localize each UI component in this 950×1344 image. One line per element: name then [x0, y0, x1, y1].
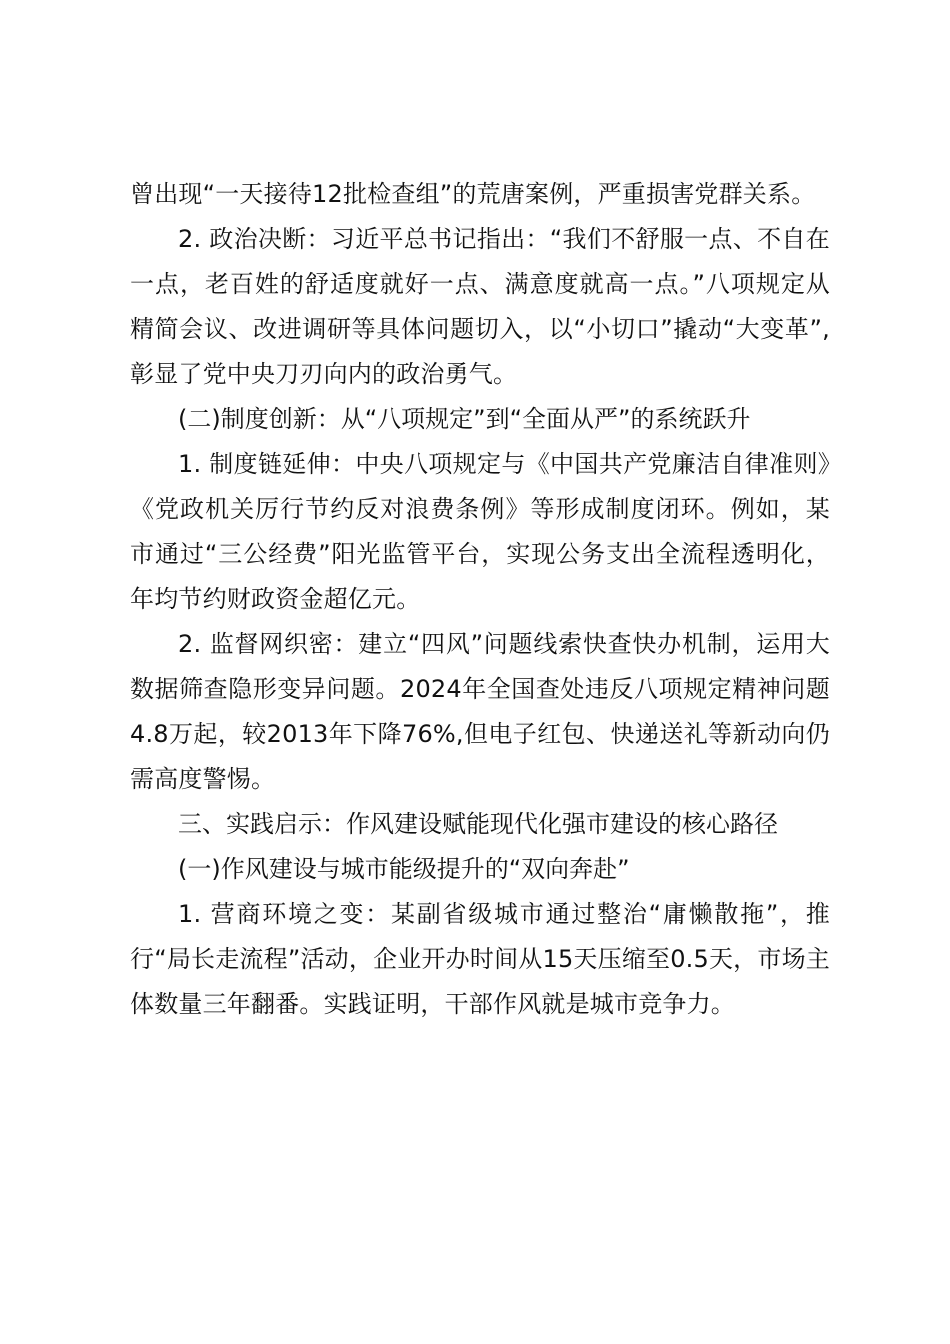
section-heading-practical-insights: 三、实践启示：作风建设赋能现代化强市建设的核心路径: [178, 810, 778, 838]
paragraph-supervision-network: 2. 监督网织密：建立“四风”问题线索快查快办机制，运用大数据筛查隐形变异问题。2024年全国查处违反八项规定精神问题4.8万起，较2013年下降76%,但电子红包、快递送礼等新动向仍需高度警惕。: [130, 630, 830, 793]
paragraph-business-environment: 1. 营商环境之变：某副省级城市通过整治“庸懒散拖”，推行“局长走流程”活动，企业开办时间从15天压缩至0.5天，市场主体数量三年翻番。实践证明，干部作风就是城市竞争力。: [130, 900, 830, 1018]
paragraph-continuation: 曾出现“一天接待12批检查组”的荒唐案例，严重损害党群关系。: [130, 180, 816, 208]
subsection-heading-two-way: (一)作风建设与城市能级提升的“双向奔赴”: [178, 855, 630, 883]
section-heading-institutional-innovation: (二)制度创新：从“八项规定”到“全面从严”的系统跃升: [178, 405, 751, 433]
paragraph-institutional-chain: 1. 制度链延伸：中央八项规定与《中国共产党廉洁自律准则》《党政机关厉行节约反对浪费条例》等形成制度闭环。例如，某市通过“三公经费”阳光监管平台，实现公务支出全流程透明化，年均节约财政资金超亿元。: [130, 450, 830, 613]
document-body: [130, 172, 830, 1027]
paragraph-political-decision: 2. 政治决断：习近平总书记指出：“我们不舒服一点、不自在一点，老百姓的舒适度就好一点、满意度就高一点。”八项规定从精简会议、改进调研等具体问题切入，以“小切口”撬动“大变革”,彰显了党中央刀刃向内的政治勇气。: [130, 225, 830, 388]
